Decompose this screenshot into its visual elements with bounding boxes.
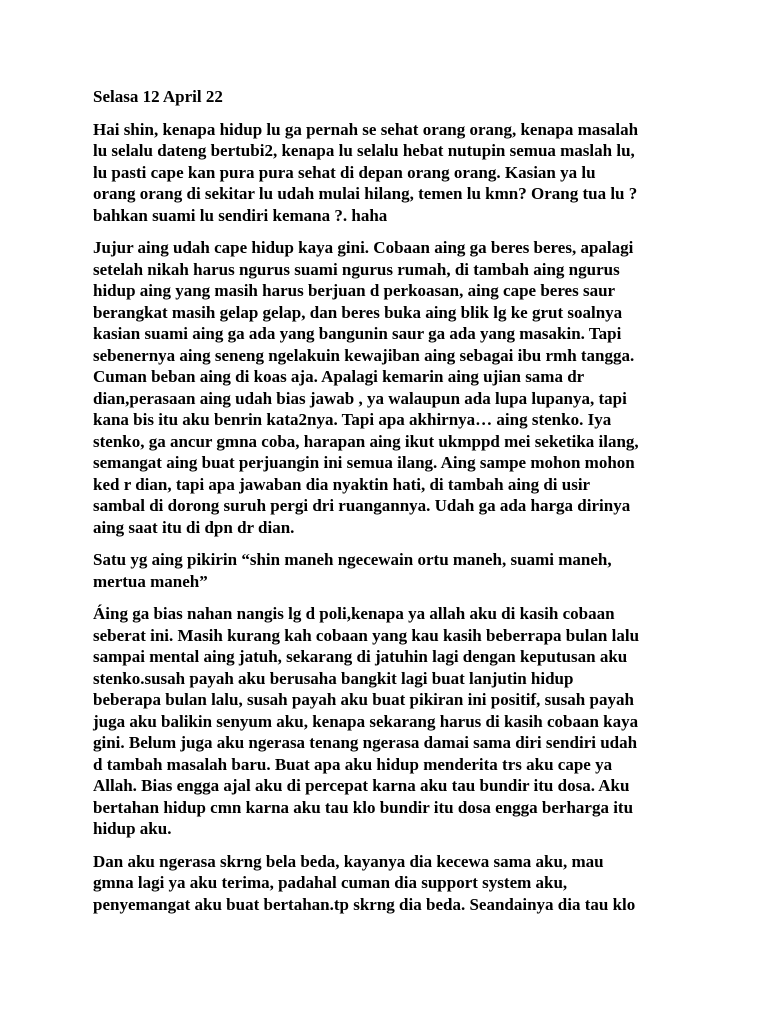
text-line: d tambah masalah baru. Buat apa aku hidup menderita trs aku cape ya xyxy=(93,754,613,774)
text-line: sambal di dorong suruh pergi dri ruangannya. Udah ga ada harga dirinya xyxy=(93,496,631,515)
text-line: aing saat itu di dpn dr dian. xyxy=(93,517,295,537)
text-line: gmna lagi ya aku terima, padahal cuman dia support system aku, xyxy=(93,873,568,892)
text-line: stenko, ga ancur gmna coba, harapan aing ikut ukmppd mei seketika ilang, xyxy=(93,431,639,451)
text-line: kana bis itu aku benrin kata2nya. Tapi apa akhirnya… aing stenko. Iya xyxy=(93,410,612,429)
text-line: dian,perasaan aing udah bias jawab , ya walaupun ada lupa lupanya, tapi xyxy=(93,388,627,408)
text-line: orang orang di sekitar lu udah mulai hilang, temen lu kmn? Orang tua lu ? xyxy=(93,184,638,203)
paragraph xyxy=(93,119,708,227)
document-body xyxy=(93,119,708,916)
text-line: berangkat masih gelap gelap, dan beres buka aing blik lg ke grut soalnya xyxy=(93,302,623,322)
text-line: gini. Belum juga aku ngerasa tenang ngerasa damai sama diri sendiri udah xyxy=(93,733,638,752)
text-line: beberapa bulan lalu, susah payah aku buat pikiran ini positif, susah payah xyxy=(93,690,634,709)
paragraph xyxy=(93,603,708,840)
text-line: ked r dian, tapi apa jawaban dia nyaktin hati, di tambah aing di usir xyxy=(93,474,591,494)
text-line: juga aku balikin senyum aku, kenapa sekarang harus di kasih cobaan kaya xyxy=(93,711,639,731)
text-line: setelah nikah harus ngurus suami ngurus rumah, di tambah aing ngurus xyxy=(93,259,620,279)
text-line: Dan aku ngerasa skrng bela beda, kayanya dia kecewa sama aku, mau xyxy=(93,851,604,871)
text-line: sebenernya aing seneng ngelakuin kewajiban aing sebagai ibu rmh tangga. xyxy=(93,345,635,365)
text-line: stenko.susah payah aku berusaha bangkit lagi buat lanjutin hidup xyxy=(93,668,574,688)
text-line: Cuman beban aing di koas aja. Apalagi kemarin aing ujian sama dr xyxy=(93,367,585,386)
text-line: kasian suami aing ga ada yang bangunin saur ga ada yang masakin. Tapi xyxy=(93,324,622,343)
text-line: semangat aing buat perjuangin ini semua ilang. Aing sampe mohon mohon xyxy=(93,453,635,472)
text-line: hidup aing yang masih harus berjuan d perkoasan, aing cape beres saur xyxy=(93,281,616,300)
paragraph xyxy=(93,851,708,916)
text-line: Jujur aing udah cape hidup kaya gini. Cobaan aing ga beres beres, apalagi xyxy=(93,238,634,257)
entry-date: Selasa 12 April 22 xyxy=(93,87,223,106)
text-line: Hai shin, kenapa hidup lu ga pernah se sehat orang orang, kenapa masalah xyxy=(93,119,639,139)
text-line: Allah. Bias engga ajal aku di percepat karna aku tau bundir itu dosa. Aku xyxy=(93,776,630,795)
text-line: mertua maneh” xyxy=(93,571,208,591)
text-line: lu pasti cape kan pura pura sehat di depan orang orang. Kasian ya lu xyxy=(93,162,596,182)
paragraph xyxy=(93,549,708,592)
text-line: lu selalu dateng bertubi2, kenapa lu selalu hebat nutupin semua maslah lu, xyxy=(93,141,635,160)
text-line: hidup aku. xyxy=(93,819,172,838)
text-line: Satu yg aing pikirin “shin maneh ngecewain ortu maneh, suami maneh, xyxy=(93,550,612,569)
text-line: sampai mental aing jatuh, sekarang di jatuhin lagi dengan keputusan aku xyxy=(93,647,628,666)
text-line: bahkan suami lu sendiri kemana ?. haha xyxy=(93,205,388,225)
text-line: Áing ga bias nahan nangis lg d poli,kenapa ya allah aku di kasih cobaan xyxy=(93,604,615,623)
text-line: penyemangat aku buat bertahan.tp skrng dia beda. Seandainya dia tau klo xyxy=(93,894,636,914)
text-line: seberat ini. Masih kurang kah cobaan yang kau kasih beberrapa bulan lalu xyxy=(93,625,640,645)
paragraph xyxy=(93,237,708,538)
text-line: bertahan hidup cmn karna aku tau klo bundir itu dosa engga berharga itu xyxy=(93,797,634,817)
